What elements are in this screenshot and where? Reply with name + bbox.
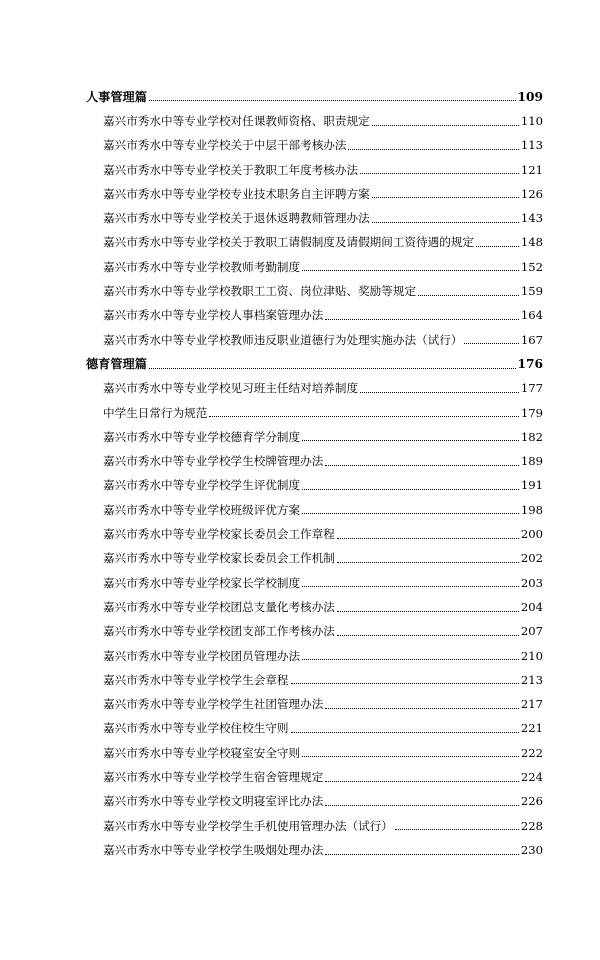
dot-leader: [464, 343, 518, 344]
dot-leader: [348, 149, 518, 150]
dot-leader: [325, 465, 519, 466]
entry-title: 嘉兴市秀水中等专业学校住校生守则: [103, 721, 289, 736]
toc-entry: [86, 152, 543, 176]
toc-entry: [86, 614, 543, 638]
entry-title: 嘉兴市秀水中等专业学校学生手机使用管理办法（试行）: [103, 818, 393, 833]
entry-title: 嘉兴市秀水中等专业学校人事档案管理办法: [103, 308, 324, 323]
dot-leader: [372, 197, 519, 198]
toc-entry: [86, 759, 543, 783]
page-number: 164: [520, 308, 543, 323]
page-number: 202: [520, 551, 543, 566]
toc-entry: [86, 516, 543, 540]
dot-leader: [337, 538, 519, 539]
page-number: 189: [520, 454, 543, 469]
toc-entry: [86, 565, 543, 589]
dot-leader: [302, 513, 519, 514]
toc-entry: [86, 638, 543, 662]
toc-entry: [86, 273, 543, 297]
entry-title: 嘉兴市秀水中等专业学校见习班主任结对培养制度: [103, 381, 359, 396]
entry-title: 嘉兴市秀水中等专业学校德育学分制度: [103, 429, 301, 444]
page-number: 113: [520, 138, 543, 153]
entry-title: 嘉兴市秀水中等专业学校寝室安全守则: [103, 745, 301, 760]
toc-section-heading: [86, 79, 543, 103]
page-number: 148: [520, 235, 543, 250]
dot-leader: [325, 805, 519, 806]
dot-leader: [372, 125, 519, 126]
dot-leader: [291, 683, 519, 684]
toc-entry: [86, 176, 543, 200]
dot-leader: [149, 100, 516, 101]
toc-entry: [86, 686, 543, 710]
dot-leader: [325, 708, 519, 709]
page-number: 204: [520, 599, 543, 614]
dot-leader: [337, 635, 519, 636]
page-number: 126: [520, 186, 543, 201]
page-number: 207: [520, 624, 543, 639]
toc-entry: [86, 225, 543, 249]
page-number: 210: [520, 648, 543, 663]
page-number: 222: [520, 745, 543, 760]
toc-entry: [86, 419, 543, 443]
page-number: 179: [520, 405, 543, 420]
dot-leader: [302, 270, 519, 271]
page-number: 159: [520, 284, 543, 299]
toc-entry: [86, 589, 543, 613]
page-number: 110: [520, 114, 543, 128]
toc-entry: [86, 468, 543, 492]
entry-title: 嘉兴市秀水中等专业学校家长学校制度: [103, 575, 301, 590]
page-number: 143: [520, 211, 543, 226]
entry-title: 嘉兴市秀水中等专业学校团总支量化考核办法: [103, 599, 335, 614]
toc-entry: [86, 784, 543, 808]
dot-leader: [395, 829, 519, 830]
section-title: 人事管理篇: [86, 90, 147, 105]
entry-title: 嘉兴市秀水中等专业学校家长委员会工作章程: [103, 527, 335, 542]
page-number: 221: [520, 721, 543, 736]
page-number: 228: [520, 818, 543, 833]
dot-leader: [360, 392, 519, 393]
page-number: 217: [520, 697, 543, 712]
toc-entry: [86, 395, 543, 419]
toc-entry: [86, 371, 543, 395]
toc-entry: [86, 443, 543, 467]
page-number: 177: [520, 381, 543, 396]
entry-title: 嘉兴市秀水中等专业学校教师考勤制度: [103, 259, 301, 274]
page-number: 152: [520, 259, 543, 274]
entry-title: 嘉兴市秀水中等专业学校团员管理办法: [103, 648, 301, 663]
toc-entry: [86, 322, 543, 346]
page-number: 226: [520, 794, 543, 809]
dot-leader: [360, 173, 519, 174]
page-number: 182: [520, 429, 543, 444]
entry-title: 嘉兴市秀水中等专业学校教职工工资、岗位津贴、奖励等规定: [103, 284, 417, 299]
dot-leader: [302, 586, 519, 587]
page-number: 203: [520, 575, 543, 590]
dot-leader: [302, 489, 519, 490]
entry-title: 嘉兴市秀水中等专业学校关于教职工请假制度及请假期间工资待遇的规定: [103, 235, 475, 250]
dot-leader: [337, 562, 519, 563]
entry-title: 嘉兴市秀水中等专业学校学生会章程: [103, 672, 289, 687]
toc-entry: [86, 735, 543, 759]
entry-title: 嘉兴市秀水中等专业学校团支部工作考核办法: [103, 624, 335, 639]
page-number: 176: [517, 357, 543, 372]
entry-title: 嘉兴市秀水中等专业学校关于中层干部考核办法: [103, 138, 347, 153]
toc-entry: [86, 298, 543, 322]
page-number: 121: [520, 162, 543, 177]
dot-leader: [418, 295, 519, 296]
toc-entry: [86, 103, 543, 127]
dot-leader: [302, 440, 519, 441]
toc-entry: [86, 808, 543, 832]
entry-title: 嘉兴市秀水中等专业学校关于退休返聘教师管理办法: [103, 211, 370, 226]
dot-leader: [291, 732, 519, 733]
toc-entry: [86, 662, 543, 686]
dot-leader: [149, 368, 516, 369]
dot-leader: [302, 756, 519, 757]
page-number: 198: [520, 502, 543, 517]
dot-leader: [476, 246, 519, 247]
entry-title: 嘉兴市秀水中等专业学校对任课教师资格、职责规定: [103, 114, 370, 128]
dot-leader: [325, 319, 519, 320]
page-number: 191: [520, 478, 543, 493]
entry-title: 嘉兴市秀水中等专业学校班级评优方案: [103, 502, 301, 517]
dot-leader: [325, 854, 519, 855]
entry-title: 嘉兴市秀水中等专业学校学生宿舍管理规定: [103, 770, 324, 785]
entry-title: 嘉兴市秀水中等专业学校家长委员会工作机制: [103, 551, 335, 566]
toc-section-heading: [86, 346, 543, 370]
page-number: 167: [520, 332, 543, 347]
entry-title: 嘉兴市秀水中等专业学校学生评优制度: [103, 478, 301, 493]
page-number: 213: [520, 672, 543, 687]
dot-leader: [302, 659, 519, 660]
toc-entry: [86, 249, 543, 273]
entry-title: 嘉兴市秀水中等专业学校文明寝室评比办法: [103, 794, 324, 809]
toc-entry: [86, 711, 543, 735]
page-number: 200: [520, 527, 543, 542]
page-number: 224: [520, 770, 543, 785]
dot-leader: [325, 781, 519, 782]
page-number: 230: [520, 842, 543, 857]
section-title: 德育管理篇: [86, 357, 147, 372]
entry-title: 嘉兴市秀水中等专业学校专业技术职务自主评聘方案: [103, 186, 370, 201]
toc-entry: [86, 200, 543, 224]
entry-title: 嘉兴市秀水中等专业学校学生社团管理办法: [103, 697, 324, 712]
table-of-contents: [86, 79, 543, 857]
dot-leader: [209, 416, 519, 417]
page-number: 109: [517, 90, 543, 105]
entry-title: 嘉兴市秀水中等专业学校学生校牌管理办法: [103, 454, 324, 469]
toc-entry: [86, 128, 543, 152]
dot-leader: [372, 222, 519, 223]
toc-entry: [86, 832, 543, 856]
toc-entry: [86, 492, 543, 516]
entry-title: 中学生日常行为规范: [103, 405, 208, 420]
toc-entry: [86, 541, 543, 565]
entry-title: 嘉兴市秀水中等专业学校学生吸烟处理办法: [103, 842, 324, 857]
entry-title: 嘉兴市秀水中等专业学校关于教职工年度考核办法: [103, 162, 359, 177]
entry-title: 嘉兴市秀水中等专业学校教师违反职业道德行为处理实施办法（试行）: [103, 332, 463, 347]
dot-leader: [337, 611, 519, 612]
